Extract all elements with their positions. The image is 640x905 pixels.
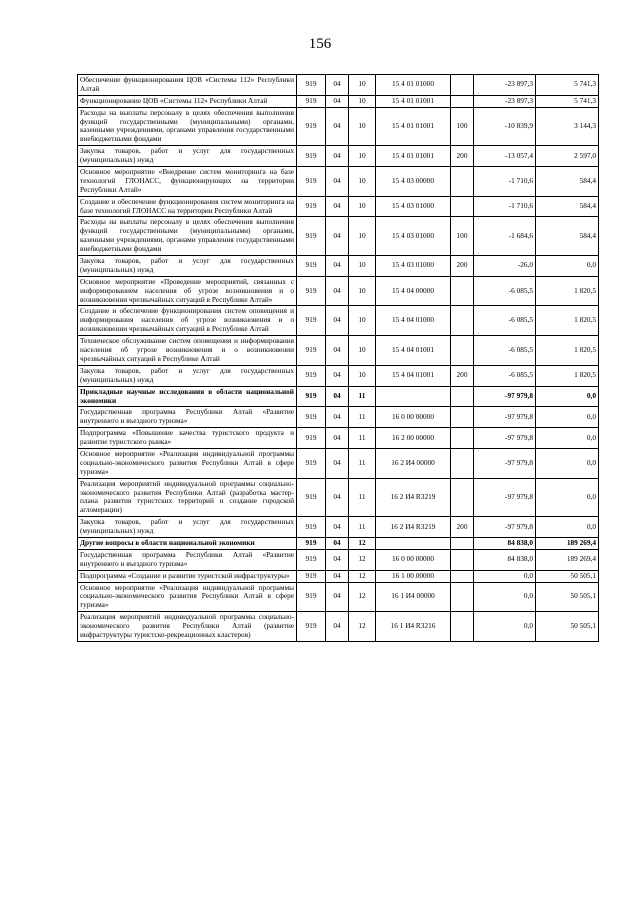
row-amount-2: 189 269,4 <box>536 537 599 549</box>
row-name: Подпрограмма «Создание и развитие туристской инфраструктуры» <box>78 570 297 582</box>
row-csr: 15 4 03 01000 <box>376 217 451 256</box>
row-name: Государственная программа Республики Алтай «Развитие внутреннего и въездного туризма» <box>78 407 297 428</box>
row-pr: 10 <box>349 146 376 167</box>
row-amount-2: 1 820,5 <box>536 365 599 386</box>
row-pr: 10 <box>349 75 376 96</box>
row-vr <box>451 167 474 197</box>
row-vr: 200 <box>451 365 474 386</box>
row-gr: 919 <box>297 217 326 256</box>
row-amount-1: 0,0 <box>474 582 536 612</box>
row-rz: 04 <box>326 107 349 146</box>
row-amount-2: 5 741,3 <box>536 95 599 107</box>
row-rz: 04 <box>326 365 349 386</box>
row-name: Государственная программа Республики Алтай «Развитие внутреннего и въездного туризма» <box>78 549 297 570</box>
row-amount-1: -1 710,6 <box>474 196 536 217</box>
budget-table <box>77 74 599 642</box>
row-amount-2: 5 741,3 <box>536 75 599 96</box>
row-gr: 919 <box>297 167 326 197</box>
row-csr: 16 1 00 00000 <box>376 570 451 582</box>
row-csr: 15 4 04 01001 <box>376 336 451 366</box>
row-pr: 11 <box>349 407 376 428</box>
row-gr: 919 <box>297 612 326 642</box>
table-row <box>78 365 599 386</box>
row-vr <box>451 428 474 449</box>
budget-table-body <box>78 75 599 642</box>
table-row <box>78 306 599 336</box>
row-pr: 11 <box>349 517 376 538</box>
row-name: Реализация мероприятий индивидуальной программы социально-экономического развития Республики Алтай (разработка мастер-плана развития туристских территорий и создание городской агломерации) <box>78 478 297 517</box>
row-vr <box>451 386 474 407</box>
row-gr: 919 <box>297 146 326 167</box>
row-rz: 04 <box>326 146 349 167</box>
row-name: Закупка товаров, работ и услуг для государственных (муниципальных) нужд <box>78 256 297 277</box>
row-gr: 919 <box>297 570 326 582</box>
row-vr <box>451 549 474 570</box>
row-gr: 919 <box>297 582 326 612</box>
row-amount-1: -97 979,8 <box>474 478 536 517</box>
table-row <box>78 107 599 146</box>
row-csr: 15 4 04 00000 <box>376 276 451 306</box>
row-rz: 04 <box>326 196 349 217</box>
row-vr: 100 <box>451 217 474 256</box>
row-name: Техническое обслуживание систем оповещения и информирования населения об угрозе возникновения и о возникновении чрезвычайных ситуаций в Республике Алтай <box>78 336 297 366</box>
row-pr: 10 <box>349 336 376 366</box>
row-vr <box>451 582 474 612</box>
row-amount-2: 1 820,5 <box>536 336 599 366</box>
row-name: Основное мероприятие «Внедрение систем мониторинга на базе технологий ГЛОНАСС, функционирующих на территории Республики Алтай» <box>78 167 297 197</box>
row-pr: 11 <box>349 428 376 449</box>
row-rz: 04 <box>326 386 349 407</box>
row-amount-1: 84 838,0 <box>474 537 536 549</box>
table-row <box>78 386 599 407</box>
page-number: 156 <box>308 36 332 52</box>
row-amount-1: -23 897,3 <box>474 75 536 96</box>
row-csr: 16 2 И4 R3219 <box>376 517 451 538</box>
row-gr: 919 <box>297 407 326 428</box>
row-vr: 200 <box>451 256 474 277</box>
row-pr: 10 <box>349 306 376 336</box>
row-gr: 919 <box>297 256 326 277</box>
row-vr <box>451 407 474 428</box>
table-row <box>78 196 599 217</box>
row-rz: 04 <box>326 582 349 612</box>
row-name: Расходы на выплаты персоналу в целях обеспечения выполнения функций государственными (муниципальными) органами, казенными учреждениями, органами управления государственными внебюджетными фондами <box>78 217 297 256</box>
row-pr: 10 <box>349 217 376 256</box>
row-pr: 12 <box>349 549 376 570</box>
row-gr: 919 <box>297 478 326 517</box>
row-csr: 16 0 00 00000 <box>376 549 451 570</box>
row-csr: 15 4 03 01000 <box>376 196 451 217</box>
row-rz: 04 <box>326 448 349 478</box>
row-rz: 04 <box>326 276 349 306</box>
row-gr: 919 <box>297 549 326 570</box>
row-csr: 15 4 04 01001 <box>376 365 451 386</box>
row-amount-1: -6 085,5 <box>474 336 536 366</box>
row-pr: 12 <box>349 582 376 612</box>
row-amount-2: 0,0 <box>536 517 599 538</box>
row-amount-1: -6 085,5 <box>474 365 536 386</box>
row-csr: 16 2 И4 00000 <box>376 448 451 478</box>
row-amount-2: 1 820,5 <box>536 276 599 306</box>
row-pr: 12 <box>349 570 376 582</box>
row-gr: 919 <box>297 517 326 538</box>
row-vr <box>451 196 474 217</box>
row-pr: 10 <box>349 365 376 386</box>
table-row <box>78 428 599 449</box>
row-amount-1: -97 979,8 <box>474 448 536 478</box>
row-amount-2: 584,4 <box>536 196 599 217</box>
row-amount-1: 84 838,0 <box>474 549 536 570</box>
row-amount-2: 189 269,4 <box>536 549 599 570</box>
row-vr <box>451 570 474 582</box>
row-name: Другие вопросы в области национальной экономики <box>78 537 297 549</box>
table-row <box>78 537 599 549</box>
row-rz: 04 <box>326 428 349 449</box>
row-pr: 11 <box>349 386 376 407</box>
row-name: Функционирование ЦОВ «Системы 112» Республики Алтай <box>78 95 297 107</box>
row-rz: 04 <box>326 478 349 517</box>
row-pr: 10 <box>349 256 376 277</box>
row-rz: 04 <box>326 256 349 277</box>
row-amount-2: 50 505,1 <box>536 612 599 642</box>
row-amount-2: 0,0 <box>536 478 599 517</box>
row-amount-1: -6 085,5 <box>474 276 536 306</box>
row-name: Основное мероприятие «Реализация индивидуальной программы социально-экономического развития Республики Алтай в сфере туризма» <box>78 582 297 612</box>
row-rz: 04 <box>326 306 349 336</box>
row-gr: 919 <box>297 107 326 146</box>
row-amount-1: 0,0 <box>474 612 536 642</box>
row-gr: 919 <box>297 386 326 407</box>
table-row <box>78 407 599 428</box>
row-name: Создание и обеспечение функционирования систем оповещения и информирования населения об угрозе возникновения и о возникновении чрезвычайных ситуаций в Республике Алтай <box>78 306 297 336</box>
table-row <box>78 478 599 517</box>
row-amount-2: 0,0 <box>536 448 599 478</box>
row-gr: 919 <box>297 75 326 96</box>
row-pr: 10 <box>349 167 376 197</box>
row-vr <box>451 306 474 336</box>
row-vr <box>451 75 474 96</box>
table-row <box>78 146 599 167</box>
row-amount-2: 3 144,3 <box>536 107 599 146</box>
row-csr: 16 2 00 00000 <box>376 428 451 449</box>
row-rz: 04 <box>326 95 349 107</box>
row-amount-1: -97 979,8 <box>474 386 536 407</box>
row-pr: 10 <box>349 276 376 306</box>
row-rz: 04 <box>326 549 349 570</box>
row-amount-1: -1 710,6 <box>474 167 536 197</box>
row-vr <box>451 478 474 517</box>
row-gr: 919 <box>297 537 326 549</box>
table-row <box>78 582 599 612</box>
row-csr <box>376 386 451 407</box>
row-csr: 15 4 01 01001 <box>376 95 451 107</box>
row-name: Подпрограмма «Повышение качества туристского продукта и развитие туристского рынка» <box>78 428 297 449</box>
row-gr: 919 <box>297 276 326 306</box>
table-row <box>78 336 599 366</box>
row-amount-2: 0,0 <box>536 407 599 428</box>
row-pr: 11 <box>349 478 376 517</box>
row-rz: 04 <box>326 75 349 96</box>
row-pr: 10 <box>349 196 376 217</box>
row-rz: 04 <box>326 537 349 549</box>
row-vr: 200 <box>451 517 474 538</box>
row-csr: 16 1 И4 00000 <box>376 582 451 612</box>
row-amount-1: -26,0 <box>474 256 536 277</box>
table-row <box>78 448 599 478</box>
row-gr: 919 <box>297 428 326 449</box>
row-csr: 16 1 И4 R3216 <box>376 612 451 642</box>
row-gr: 919 <box>297 196 326 217</box>
table-row <box>78 570 599 582</box>
row-name: Закупка товаров, работ и услуг для государственных (муниципальных) нужд <box>78 517 297 538</box>
row-amount-2: 0,0 <box>536 256 599 277</box>
row-gr: 919 <box>297 306 326 336</box>
table-row <box>78 276 599 306</box>
row-amount-1: -97 979,8 <box>474 428 536 449</box>
table-row <box>78 167 599 197</box>
row-amount-2: 0,0 <box>536 428 599 449</box>
row-amount-1: -1 684,6 <box>474 217 536 256</box>
row-csr: 15 4 03 00000 <box>376 167 451 197</box>
row-amount-1: 0,0 <box>474 570 536 582</box>
row-csr: 15 4 01 01001 <box>376 146 451 167</box>
row-pr: 10 <box>349 107 376 146</box>
row-name: Прикладные научные исследования в области национальной экономики <box>78 386 297 407</box>
row-rz: 04 <box>326 517 349 538</box>
row-amount-2: 584,4 <box>536 167 599 197</box>
table-row <box>78 612 599 642</box>
row-csr: 15 4 03 01000 <box>376 256 451 277</box>
row-csr: 15 4 01 01001 <box>376 107 451 146</box>
row-name: Закупка товаров, работ и услуг для государственных (муниципальных) нужд <box>78 146 297 167</box>
row-name: Основное мероприятие «Реализация индивидуальной программы социально-экономического развития Республики Алтай в сфере туризма» <box>78 448 297 478</box>
row-name: Создание и обеспечение функционирования систем мониторинга на базе технологий ГЛОНАСС на территории Республики Алтай <box>78 196 297 217</box>
row-csr <box>376 537 451 549</box>
row-rz: 04 <box>326 612 349 642</box>
row-amount-1: -13 057,4 <box>474 146 536 167</box>
row-vr <box>451 448 474 478</box>
row-amount-2: 584,4 <box>536 217 599 256</box>
row-rz: 04 <box>326 570 349 582</box>
row-name: Закупка товаров, работ и услуг для государственных (муниципальных) нужд <box>78 365 297 386</box>
table-row <box>78 549 599 570</box>
row-gr: 919 <box>297 448 326 478</box>
row-pr: 12 <box>349 537 376 549</box>
row-gr: 919 <box>297 336 326 366</box>
row-amount-2: 2 597,0 <box>536 146 599 167</box>
row-vr <box>451 537 474 549</box>
row-gr: 919 <box>297 365 326 386</box>
row-gr: 919 <box>297 95 326 107</box>
row-csr: 16 2 И4 R3219 <box>376 478 451 517</box>
table-row <box>78 95 599 107</box>
row-rz: 04 <box>326 336 349 366</box>
row-vr <box>451 95 474 107</box>
table-row <box>78 517 599 538</box>
row-vr: 200 <box>451 146 474 167</box>
row-rz: 04 <box>326 167 349 197</box>
table-row <box>78 75 599 96</box>
row-amount-2: 0,0 <box>536 386 599 407</box>
row-csr: 16 0 00 00000 <box>376 407 451 428</box>
row-amount-2: 50 505,1 <box>536 570 599 582</box>
row-name: Обеспечение функционирования ЦОВ «Системы 112» Республики Алтай <box>78 75 297 96</box>
row-rz: 04 <box>326 407 349 428</box>
row-vr <box>451 276 474 306</box>
row-csr: 15 4 01 01000 <box>376 75 451 96</box>
row-rz: 04 <box>326 217 349 256</box>
row-name: Расходы на выплаты персоналу в целях обеспечения выполнения функций государственными (муниципальными) органами, казенными учреждениями, органами управления государственными внебюджетными фондами <box>78 107 297 146</box>
row-vr: 100 <box>451 107 474 146</box>
row-amount-1: -23 897,3 <box>474 95 536 107</box>
row-pr: 10 <box>349 95 376 107</box>
row-pr: 12 <box>349 612 376 642</box>
row-name: Основное мероприятие «Проведение мероприятий, связанных с информированием населения об угрозе возникновения и о возникновении чрезвычайных ситуаций в Республике Алтай» <box>78 276 297 306</box>
row-amount-2: 50 505,1 <box>536 582 599 612</box>
row-vr <box>451 336 474 366</box>
row-amount-1: -6 085,5 <box>474 306 536 336</box>
row-csr: 15 4 04 01000 <box>376 306 451 336</box>
row-amount-2: 1 820,5 <box>536 306 599 336</box>
table-row <box>78 217 599 256</box>
row-name: Реализация мероприятий индивидуальной программы социально-экономического развития Республики Алтай (развитие инфраструктуры туристско-рекреационных кластеров) <box>78 612 297 642</box>
row-amount-1: -97 979,8 <box>474 517 536 538</box>
row-pr: 11 <box>349 448 376 478</box>
row-amount-1: -10 839,9 <box>474 107 536 146</box>
row-vr <box>451 612 474 642</box>
table-row <box>78 256 599 277</box>
row-amount-1: -97 979,8 <box>474 407 536 428</box>
